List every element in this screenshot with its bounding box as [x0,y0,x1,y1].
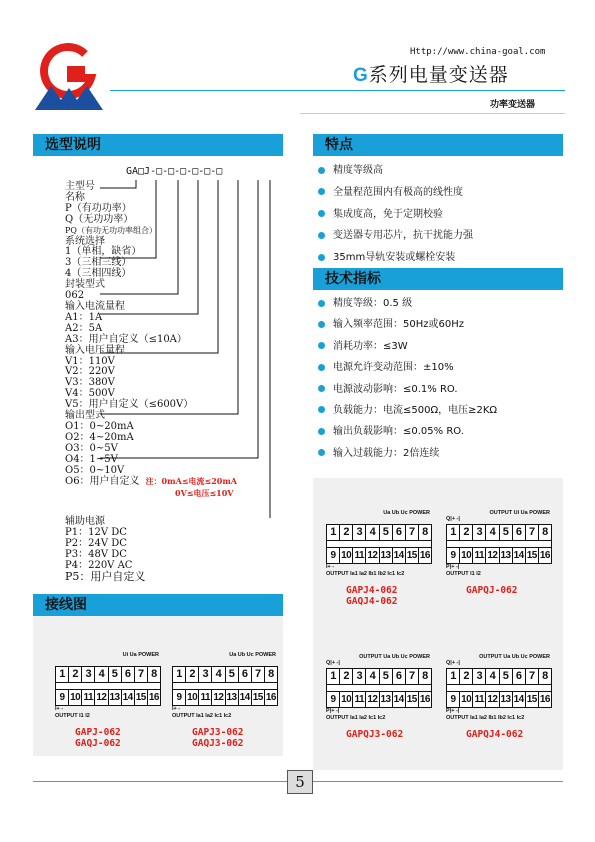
terminal-number: 2 [186,667,199,682]
terminal-block [326,524,432,564]
page-title: G系列电量变送器 [353,64,509,86]
output-q-mark: Q|+ -| [446,660,460,666]
selection-line: V1：110V [65,355,115,367]
terminal-number: 8 [268,668,274,680]
selection-line: O5：0~10V [65,464,125,476]
terminal-number: 14 [513,694,524,705]
output-p-mark: I+ - [172,706,181,712]
model-caption [346,729,403,740]
terminal-number: 7 [526,669,539,684]
selection-line: 4（三相四线） [65,268,132,280]
terminal-block [55,666,161,706]
terminal-number: 6 [513,525,526,540]
terminal-top-label: Ua Ub Uc POWER [383,510,430,516]
terminal-number: 14 [393,694,404,705]
terminal-number: 3 [353,525,366,540]
terminal-row-bottom [447,547,551,563]
selection-line: V2：220V [65,366,115,378]
model-caption [466,585,517,596]
terminal-number: 15 [526,550,537,561]
terminal-row-bottom [327,691,431,707]
terminal-number: 9 [173,690,186,705]
features-list [318,161,473,270]
feature-item: 精度等级高 [318,161,473,183]
terminal-number: 12 [367,694,378,705]
selection-line: P5：用户自定义 [65,569,146,583]
feature-item: 变送器专用芯片，抗干扰能力强 [318,226,473,248]
wiring-heading: 接线图 [33,594,283,616]
wiring-panel-right [313,478,563,770]
terminal-number: 2 [69,667,82,682]
terminal-number: 6 [393,525,406,540]
model-caption-line: GAPJ4-062 [346,585,398,596]
bullet-icon [318,210,325,217]
model-caption [346,585,397,607]
page-subtitle: 功率变送器 [490,100,536,110]
terminal-number: 4 [486,525,499,540]
website-url: Http://www.china-goal.com [410,47,546,57]
terminal-number: 7 [406,525,419,540]
terminal-number: 1 [327,669,340,684]
selection-line: P4：220V AC [65,559,133,571]
terminal-number: 4 [212,667,225,682]
specs-list [318,294,497,465]
terminal-number: 3 [82,667,95,682]
selection-line: 主型号 [65,181,95,192]
terminal-row-top [327,669,431,685]
terminal-number: 5 [380,669,393,684]
terminal-number: 8 [151,668,157,680]
model-caption-line: GAQJ4-062 [346,596,398,607]
terminal-number: 1 [447,525,460,540]
model-caption-line: GAPQJ-062 [466,585,518,596]
output-p-mark: P|+ -| [326,708,340,714]
terminal-number: 1 [447,669,460,684]
feature-item: 全量程范围内有极高的线性度 [318,183,473,205]
terminal-number: 5 [500,669,513,684]
bullet-icon [318,342,325,349]
bullet-icon [318,428,325,435]
model-caption [75,727,121,749]
bullet-icon [318,385,325,392]
model-caption-line: GAPQJ4-062 [466,729,524,740]
terminal-number: 14 [513,550,524,561]
terminal-number: 15 [252,692,263,703]
terminal-number: 9 [327,692,340,707]
selection-line: 系统选择 [65,235,105,247]
bullet-icon [318,167,325,174]
terminal-number: 16 [265,692,276,703]
terminal-number: 3 [353,669,366,684]
terminal-number: 11 [199,690,212,705]
output-p-mark: I+ - [55,706,64,712]
bullet-icon [318,406,325,413]
terminal-number: 7 [135,667,148,682]
terminal-number: 15 [406,694,417,705]
terminal-number: 11 [82,690,95,705]
terminal-number: 15 [406,550,417,561]
terminal-top-label: Ui Ua POWER [122,652,159,658]
selection-line: O2：4~20mA [65,431,134,443]
terminal-row-top [56,667,160,683]
selection-line: 封装型式 [65,279,105,291]
model-code: GA□J-□-□-□-□-□-□ [126,166,223,177]
terminal-number: 9 [327,548,340,563]
selection-line: P2：24V DC [65,537,127,549]
terminal-top-label: OUTPUT Ua Ub Uc POWER [479,654,550,660]
terminal-number: 14 [239,692,250,703]
terminal-number: 11 [353,548,366,563]
bullet-icon [318,449,325,456]
terminal-number: 2 [460,669,473,684]
terminal-number: 16 [419,550,430,561]
output-p-mark: I+ - [326,564,335,570]
terminal-block [172,666,278,706]
terminal-number: 2 [340,669,353,684]
selection-line: 名称 [65,191,85,203]
terminal-number: 4 [95,667,108,682]
terminal-number: 4 [366,669,379,684]
spec-item: 电源允许变动范围：±10% [318,358,497,379]
features-heading: 特点 [313,134,563,156]
terminal-number: 6 [239,667,252,682]
terminal-top-label: Ua Ub Uc POWER [229,652,276,658]
feature-item: 集成度高，免于定期校验 [318,205,473,227]
bullet-icon [318,321,325,328]
selection-line: O6：用户自定义 注：0mA≤电流≤20mA [65,476,238,488]
terminal-number: 15 [526,694,537,705]
terminal-number: 9 [447,692,460,707]
terminal-number: 5 [380,525,393,540]
model-caption-line: GAQJ3-062 [192,738,244,749]
terminal-number: 14 [393,550,404,561]
terminal-number: 1 [56,667,69,682]
terminal-bottom-label: OUTPUT Ia1 Ia2 Ib1 Ib2 Ic1 Ic2 [446,715,525,721]
terminal-number: 9 [447,548,460,563]
terminal-number: 16 [148,692,159,703]
terminal-number: 13 [500,550,511,561]
selection-line: 3（三相三线） [65,257,132,269]
selection-line: A1：1A [65,311,103,323]
bullet-icon [318,254,325,261]
terminal-row-top [447,669,551,685]
terminal-block [446,668,552,708]
header-divider-2 [300,113,565,114]
terminal-number: 7 [252,667,265,682]
terminal-number: 11 [473,692,486,707]
bullet-icon [318,364,325,371]
terminal-number: 10 [461,694,472,705]
terminal-number: 3 [473,669,486,684]
terminal-number: 12 [487,550,498,561]
selection-line: 输入电压量程 [65,344,125,356]
selection-line: Q（无功功率） [65,213,134,225]
terminal-number: 13 [380,694,391,705]
terminal-number: 4 [486,669,499,684]
selection-line: V4：500V [65,388,115,400]
terminal-number: 5 [500,525,513,540]
model-caption-line: GAPJ3-062 [192,727,244,738]
terminal-bottom-label: OUTPUT Ia1 Ia2 Ic1 Ic2 [326,715,386,721]
spec-item: 精度等级：0.5 级 [318,294,497,315]
aux-power-list [65,517,145,582]
terminal-number: 10 [70,692,81,703]
terminal-bottom-label: OUTPUT I1 I2 [446,571,481,577]
spec-item: 电源波动影响：≤0.1% RO. [318,380,497,401]
terminal-number: 16 [539,694,550,705]
terminal-number: 13 [226,692,237,703]
terminal-row-top [447,525,551,541]
terminal-number: 10 [341,550,352,561]
selection-line: 0V≤电压≤10V [175,488,234,499]
terminal-bottom-label: OUTPUT Ia1 Ia2 Ic1 Ic2 [172,713,232,719]
selection-heading: 选型说明 [33,134,283,156]
model-caption-line: GAPQJ3-062 [346,729,404,740]
selection-line: 062 [65,290,85,302]
spec-item: 输出负载影响：≤0.05% RO. [318,422,497,443]
terminal-block [446,524,552,564]
terminal-bottom-label: OUTPUT I1 I2 [55,713,90,719]
terminal-bottom-label: OUTPUT Ia1 Ia2 Ib1 Ib2 Ic1 Ic2 [326,571,405,577]
selection-line: PQ（有功无功功率组合） [65,225,157,235]
terminal-number: 11 [473,548,486,563]
model-caption [192,727,243,749]
terminal-number: 12 [487,694,498,705]
terminal-number: 2 [460,525,473,540]
terminal-number: 8 [422,670,428,682]
terminal-number: 7 [406,669,419,684]
terminal-top-label: OUTPUT Ua Ub Uc POWER [359,654,430,660]
selection-line: P（有功功率） [65,202,132,214]
terminal-number: 6 [393,669,406,684]
terminal-row-top [173,667,277,683]
terminal-number: 8 [542,526,548,538]
bullet-icon [318,232,325,239]
selection-line: V5：用户自定义（≤600V） [65,399,194,411]
output-q-mark: Q|+ -| [446,516,460,522]
terminal-number: 12 [96,692,107,703]
terminal-number: 10 [187,692,198,703]
selection-line: P1：12V DC [65,526,127,538]
terminal-number: 1 [327,525,340,540]
selection-line: A3：用户自定义（≤10A） [65,333,187,345]
selection-line: O3：0~5V [65,442,118,454]
selection-line: O4：1~5V [65,453,118,465]
terminal-number: 16 [419,694,430,705]
terminal-number: 8 [542,670,548,682]
terminal-number: 14 [122,692,133,703]
terminal-row-bottom [447,691,551,707]
output-p-mark: P|+ -| [446,708,460,714]
terminal-number: 7 [526,525,539,540]
selection-line: O1：0~20mA [65,420,134,432]
terminal-row-bottom [327,547,431,563]
specs-heading: 技术指标 [313,268,563,290]
terminal-number: 12 [367,550,378,561]
terminal-number: 6 [513,669,526,684]
output-p-mark: P|+ -| [446,564,460,570]
header-divider [110,90,565,91]
terminal-row-top [327,525,431,541]
selection-line: 1（单相，缺省） [65,246,142,258]
feature-item: 35mm导轨安装或螺栓安装 [318,248,473,270]
terminal-number: 13 [380,550,391,561]
terminal-number: 9 [56,690,69,705]
terminal-number: 5 [109,667,122,682]
output-note: 注：0mA≤电流≤20mA [145,476,238,487]
output-q-mark: Q|+ -| [326,660,340,666]
company-logo [33,40,105,112]
selection-line: 输出型式 [65,410,105,422]
terminal-number: 3 [199,667,212,682]
terminal-number: 8 [422,526,428,538]
bullet-icon [318,188,325,195]
spec-item: 消耗功率：≤3W [318,337,497,358]
terminal-number: 15 [135,692,146,703]
selection-line: 输入电流量程 [65,300,125,312]
terminal-number: 2 [340,525,353,540]
page-number: 5 [287,770,313,794]
terminal-number: 10 [461,550,472,561]
spec-item: 输入频率范围：50Hz或60Hz [318,315,497,336]
terminal-row-bottom [173,689,277,705]
terminal-number: 12 [213,692,224,703]
selection-line: A2：5A [65,322,103,334]
spec-item: 负载能力：电流≤500Ω，电压≥2KΩ [318,401,497,422]
terminal-number: 13 [109,692,120,703]
selection-list [65,182,237,499]
terminal-number: 1 [173,667,186,682]
terminal-top-label: OUTPUT Ui Ua POWER [489,510,550,516]
selection-line: P3：48V DC [65,548,127,560]
terminal-block [326,668,432,708]
model-caption-line: GAQJ-062 [75,738,121,749]
bullet-icon [318,300,325,307]
model-caption-line: GAPJ-062 [75,727,121,738]
terminal-number: 4 [366,525,379,540]
selection-line: V3：380V [65,377,115,389]
terminal-number: 13 [500,694,511,705]
spec-item: 输入过载能力：2倍连续 [318,444,497,465]
selection-line: 辅助电源 [65,516,105,527]
terminal-row-bottom [56,689,160,705]
terminal-number: 11 [353,692,366,707]
terminal-number: 5 [226,667,239,682]
terminal-number: 6 [122,667,135,682]
terminal-number: 10 [341,694,352,705]
terminal-number: 16 [539,550,550,561]
terminal-number: 3 [473,525,486,540]
model-caption [466,729,523,740]
